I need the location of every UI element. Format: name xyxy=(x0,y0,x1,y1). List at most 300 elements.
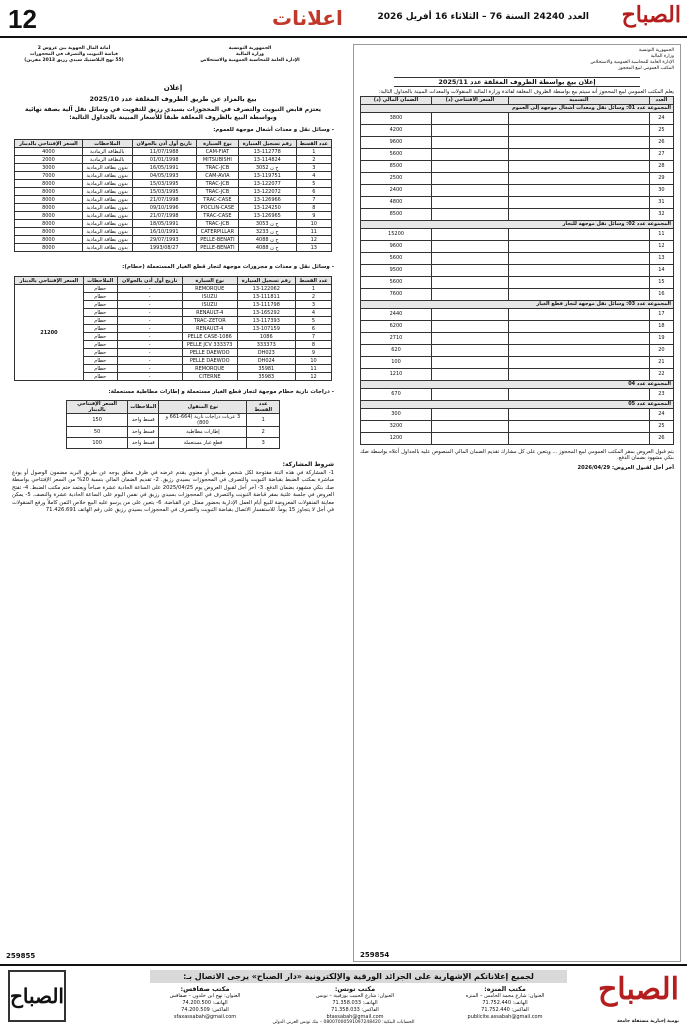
cell: حطام xyxy=(83,309,117,317)
cell: CAM-FIAT xyxy=(196,148,238,156)
col-header: السعر الافتتاحي (د) xyxy=(431,96,508,104)
page-number: 12 xyxy=(8,4,37,34)
cell: بالبطاقة الرمادية xyxy=(82,156,132,164)
col-header: الملاحظات xyxy=(83,277,117,285)
cell: 10 xyxy=(296,220,331,228)
cell: 3 xyxy=(247,438,280,449)
office-block xyxy=(440,986,570,1021)
cell: 2000 xyxy=(15,156,83,164)
table-row xyxy=(361,288,674,300)
lot-description xyxy=(508,160,649,172)
group-row xyxy=(361,300,674,308)
cell: 21/07/1998 xyxy=(132,196,196,204)
opening-price xyxy=(431,288,508,300)
cell: بالبطاقة الرمادية xyxy=(82,148,132,156)
cell: DH023 xyxy=(237,349,295,357)
cell: بدون بطاقة الرمادية xyxy=(82,212,132,220)
opening-price xyxy=(431,368,508,380)
cell: 5 xyxy=(296,317,332,325)
guarantee: 620 xyxy=(361,344,432,356)
cell: 11/07/1988 xyxy=(132,148,196,156)
cell: 3 عربات دراجات نارية (664-661 و 800) xyxy=(159,414,247,427)
cell: TRAC-CASE xyxy=(196,212,238,220)
cell: حطام xyxy=(83,285,117,293)
cell: حطام xyxy=(83,293,117,301)
cell: 29/07/1993 xyxy=(132,236,196,244)
col-header: الضمان المالي (د) xyxy=(361,96,432,104)
col-header: التسمية xyxy=(508,96,649,104)
table-row xyxy=(361,276,674,288)
table-row xyxy=(361,160,674,172)
cell: 8000 xyxy=(15,196,83,204)
cell: CITERNE xyxy=(182,373,237,381)
group-row xyxy=(361,104,674,112)
admin: الإدارة العامة للمحاسبة العمومية والاستخلاص xyxy=(200,58,300,63)
footer-banner: لجميع إعلاناتكم الإشهارية على الجرائد الورقية والإلكترونية «دار الصباح» يرجى الاتصال بـ: xyxy=(150,970,567,983)
right-intro: يعلم المكتب العمومي لبيع المحجوز أنه سيتم بيع بواسطة الظروف المغلقة لفائدة وزارة المالية المنقولات والمعدات المبينة بالجداول التالية: xyxy=(378,89,674,95)
col-header: عدد القسط xyxy=(296,277,332,285)
cell: ISUZU xyxy=(182,301,237,309)
cell: ISUZU xyxy=(182,293,237,301)
table-motorcycles xyxy=(66,400,280,449)
cell: 50 xyxy=(67,427,128,438)
group-label: المجموعة عدد 03: وسائل نقل موجهة لتجار قطع الغيار xyxy=(361,300,674,308)
opening-price xyxy=(431,184,508,196)
guarantee: 300 xyxy=(361,408,432,420)
office-line: الفاكس: 74.200.509 xyxy=(181,1007,229,1013)
cell: REMORQUE xyxy=(182,365,237,373)
footer xyxy=(0,964,687,1028)
guarantee: 4800 xyxy=(361,196,432,208)
cell: 100 xyxy=(67,438,128,449)
cell: POCLIN-CASE xyxy=(196,204,238,212)
guarantee: 9500 xyxy=(361,264,432,276)
table-row xyxy=(15,220,332,228)
cell: إطارات مطاطية xyxy=(159,427,247,438)
cell: بدون بطاقة الرمادية xyxy=(82,164,132,172)
table-row xyxy=(361,388,674,400)
cell: 12 xyxy=(296,373,332,381)
table-public-vehicles xyxy=(14,139,332,252)
opening-price xyxy=(431,356,508,368)
lot-number: 13 xyxy=(649,252,673,264)
cell: 4 xyxy=(296,172,331,180)
opening-price xyxy=(431,320,508,332)
guarantee: 7600 xyxy=(361,288,432,300)
lot-number: 18 xyxy=(649,320,673,332)
opening-price xyxy=(431,172,508,184)
right-code: 259854 xyxy=(360,951,390,959)
cell: بدون بطاقة الرمادية xyxy=(82,204,132,212)
cell: - xyxy=(117,317,182,325)
cell: قسط واحد xyxy=(128,427,159,438)
cell: 09/10/1996 xyxy=(132,204,196,212)
cell: حطام xyxy=(83,325,117,333)
group-label: المجموعة عدد 01: وسائل نقل ومعدات أشغال موجهة إلى العموم xyxy=(361,104,674,112)
cell: 13-112778 xyxy=(238,148,296,156)
cell: 9 xyxy=(296,212,331,220)
lot-number: 22 xyxy=(649,368,673,380)
cell: 8000 xyxy=(15,244,83,252)
cell: 16/10/1991 xyxy=(132,228,196,236)
cell: 5 xyxy=(296,180,331,188)
table-row xyxy=(15,285,332,293)
cell: 2 xyxy=(247,427,280,438)
col-header: الملاحظات xyxy=(82,140,132,148)
office-line: الفاكس: 71.752.440 xyxy=(481,1007,529,1013)
table-row xyxy=(361,356,674,368)
guarantee: 8500 xyxy=(361,208,432,220)
cell: RENAULT-4 xyxy=(182,325,237,333)
lot-description xyxy=(508,264,649,276)
cell: 3 xyxy=(296,301,332,309)
office-line: الهاتف: 71.358.033 xyxy=(332,1000,378,1006)
cell: 13-126965 xyxy=(238,212,296,220)
cell: 35981 xyxy=(237,365,295,373)
col-header: نوع السيارة xyxy=(196,140,238,148)
office-line: الفاكس: 71.358.033 xyxy=(331,1007,379,1013)
cell: 3000 xyxy=(15,164,83,172)
cell: حطام xyxy=(83,373,117,381)
cell: 150 xyxy=(67,414,128,427)
col-header: السعر الإفتتاحي بالدينار xyxy=(15,140,83,148)
cell: 13-122072 xyxy=(238,188,296,196)
table-scrap-vehicles xyxy=(14,276,332,381)
office-block xyxy=(140,986,270,1021)
cell: 1 xyxy=(247,414,280,427)
lot-number: 29 xyxy=(649,172,673,184)
table-row xyxy=(361,420,674,432)
right-authority: الجمهورية التونسية وزارة المالية الإدارة العامة للمحاسبة العمومية والاستخلاص المكتب العمومي لبيع المحجوز xyxy=(590,48,674,71)
cell: DH024 xyxy=(237,357,295,365)
table-row xyxy=(15,188,332,196)
cell: 13-124250 xyxy=(238,204,296,212)
cell: بدون بطاقة الرمادية xyxy=(82,188,132,196)
cell: TRAC-JCB xyxy=(196,188,238,196)
table-row xyxy=(361,368,674,380)
cell: 1086 xyxy=(237,333,295,341)
col-header: السعر الإفتتاحي بالدينار xyxy=(15,277,84,285)
lot-price: 21200 xyxy=(15,285,84,381)
office-name: مكتب صفاقس: xyxy=(180,985,230,993)
opening-price xyxy=(431,148,508,160)
office-line: العنوان: شارع محمد الخامس – المنزه xyxy=(465,993,545,999)
table-row xyxy=(361,196,674,208)
lot-description xyxy=(508,196,649,208)
guarantee: 15200 xyxy=(361,228,432,240)
office-block xyxy=(290,986,420,1021)
lot-description xyxy=(508,308,649,320)
col-header: نوع السيارة xyxy=(182,277,237,285)
cell: 13-111811 xyxy=(237,293,295,301)
opening-price xyxy=(431,408,508,420)
right-tables xyxy=(354,96,680,445)
cell: قسط واحد xyxy=(128,438,159,449)
lot-description xyxy=(508,344,649,356)
cell: 04/05/1993 xyxy=(132,172,196,180)
cell: 13-119751 xyxy=(238,172,296,180)
lot-number: 31 xyxy=(649,196,673,208)
guarantee: 2400 xyxy=(361,184,432,196)
cell: حطام xyxy=(83,357,117,365)
col-header: نوع المنقول xyxy=(159,401,247,414)
cell: MITSUBISHI xyxy=(196,156,238,164)
cell: CAM-AVIA xyxy=(196,172,238,180)
office-line: الهاتف: 71.752.440 xyxy=(482,1000,528,1006)
lot-number: 16 xyxy=(649,288,673,300)
opening-price xyxy=(431,344,508,356)
opening-price xyxy=(431,240,508,252)
col-header: رقم تسجيل السيارة xyxy=(238,140,296,148)
cell: TRAC-JCB xyxy=(196,220,238,228)
lot-description xyxy=(508,432,649,444)
guarantee: 2500 xyxy=(361,172,432,184)
lot-number: 23 xyxy=(649,388,673,400)
office-line: الهاتف: 74.200.500 xyxy=(182,1000,228,1006)
footer-logo: الصباح xyxy=(597,972,679,1007)
cell: قسط واحد xyxy=(128,414,159,427)
cell: 4088 ح ن xyxy=(238,244,296,252)
cell: 8000 xyxy=(15,204,83,212)
lot-description xyxy=(508,288,649,300)
cell: TRAC-JCB xyxy=(196,164,238,172)
cell: 13-122062 xyxy=(237,285,295,293)
guarantee: 3800 xyxy=(361,112,432,124)
lot-number: 21 xyxy=(649,356,673,368)
lot-description xyxy=(508,240,649,252)
lot-description xyxy=(508,388,649,400)
lot-number: 20 xyxy=(649,344,673,356)
table-row xyxy=(15,172,332,180)
col-header: العدد xyxy=(649,96,673,104)
lot-number: 14 xyxy=(649,264,673,276)
table-row xyxy=(361,408,674,420)
section-title: اعلانات xyxy=(272,6,343,30)
table-row xyxy=(361,344,674,356)
lot-description xyxy=(508,320,649,332)
cell: CATERPILLAR xyxy=(196,228,238,236)
table-row xyxy=(361,264,674,276)
cell: 15/03/1995 xyxy=(132,180,196,188)
col-header: تاريخ أول أذن بالجولان xyxy=(117,277,182,285)
cell: 13-126966 xyxy=(238,196,296,204)
lot-description xyxy=(508,208,649,220)
table-row xyxy=(15,180,332,188)
cell: بدون بطاقة الرمادية xyxy=(82,244,132,252)
cell: 8000 xyxy=(15,220,83,228)
cell: حطام xyxy=(83,365,117,373)
lot-number: 27 xyxy=(649,148,673,160)
cell: PELLE DAEWOO xyxy=(182,349,237,357)
cell: PELLE JCV 333373 xyxy=(182,341,237,349)
footer-logo-small: الصباح xyxy=(8,970,66,1022)
cell: 10 xyxy=(296,357,332,365)
lot-number: 15 xyxy=(649,276,673,288)
table-row xyxy=(15,228,332,236)
lot-number: 11 xyxy=(649,228,673,240)
table-row xyxy=(15,212,332,220)
guarantee: 1200 xyxy=(361,432,432,444)
right-deadline: آخر أجل لقبول العروض: 2026/04/29 xyxy=(577,464,674,471)
footer-bottom-line: الحسابات البنكية: 08007000591097248420 – بنك تونس العربي الدولي xyxy=(272,1020,415,1025)
group-label: المجموعة عدد 04 xyxy=(361,380,674,388)
guarantee: 5600 xyxy=(361,148,432,160)
lot-number: 30 xyxy=(649,184,673,196)
footer-tagline: يومية إخبارية مستقلة جامعة xyxy=(617,1019,679,1024)
col-header: عدد القسط xyxy=(247,401,280,414)
lot-description xyxy=(508,112,649,124)
cell: 11 xyxy=(296,365,332,373)
cell: TRAC-CASE xyxy=(196,196,238,204)
opening-price xyxy=(431,432,508,444)
cell: 01/01/1998 xyxy=(132,156,196,164)
cell: حطام xyxy=(83,341,117,349)
cell: بدون بطاقة الرمادية xyxy=(82,180,132,188)
lot-description xyxy=(508,136,649,148)
opening-price xyxy=(431,160,508,172)
cell: بدون بطاقة الرمادية xyxy=(82,220,132,228)
office-line: قباضة التبويت والتصرف في المحجوزات xyxy=(29,52,119,57)
right-table xyxy=(360,96,674,445)
cell: قطع غيار مستعملة xyxy=(159,438,247,449)
cell: 8000 xyxy=(15,236,83,244)
left-notice xyxy=(6,44,340,962)
cell: PELLE-BENATI xyxy=(196,244,238,252)
col-header: عدد القسط xyxy=(296,140,331,148)
cell: 6 xyxy=(296,325,332,333)
table-row xyxy=(15,196,332,204)
table-row xyxy=(361,172,674,184)
office-name: مكتب المنزه: xyxy=(484,985,526,993)
cell: - xyxy=(117,333,182,341)
cell: بدون بطاقة الرمادية xyxy=(82,196,132,204)
lot-number: 25 xyxy=(649,124,673,136)
cell: 6 xyxy=(296,188,331,196)
right-title: إعلان بيع بواسطة الظروف المغلقة عدد 2025/11 xyxy=(394,77,640,87)
newspaper-logo: الصباح xyxy=(621,2,681,28)
cell: 8000 xyxy=(15,180,83,188)
table-row xyxy=(15,244,332,252)
cell: 7 xyxy=(296,196,331,204)
cell: 13-114824 xyxy=(238,156,296,164)
cell: - xyxy=(117,341,182,349)
lot-description xyxy=(508,148,649,160)
table-row xyxy=(361,148,674,160)
table-row xyxy=(15,164,332,172)
cell: 13-122077 xyxy=(238,180,296,188)
guarantee: 5600 xyxy=(361,276,432,288)
table-row xyxy=(67,438,280,449)
lot-number: 24 xyxy=(649,112,673,124)
cell: بدون بطاقة الرمادية xyxy=(82,172,132,180)
republic: الجمهورية التونسية xyxy=(228,46,272,51)
guarantee: 2710 xyxy=(361,332,432,344)
cell: 2 xyxy=(296,156,331,164)
office-line: أمانة المال الجهوية بين عروس 2 xyxy=(37,46,111,51)
cell: 16/05/1991 xyxy=(132,164,196,172)
cell: - xyxy=(117,357,182,365)
guarantee: 9600 xyxy=(361,240,432,252)
lot-description xyxy=(508,368,649,380)
lot-description xyxy=(508,252,649,264)
table-row xyxy=(361,432,674,444)
table-row xyxy=(361,308,674,320)
cell: PELLE CASE-1086 xyxy=(182,333,237,341)
cell: 3233 ح ن xyxy=(238,228,296,236)
cell: 1 xyxy=(296,285,332,293)
table-row xyxy=(15,156,332,164)
cell: 4088 ح ن xyxy=(238,236,296,244)
cell: - xyxy=(117,309,182,317)
cell: 12 xyxy=(296,236,331,244)
table-row xyxy=(67,427,280,438)
opening-price xyxy=(431,308,508,320)
table-row xyxy=(361,208,674,220)
lot-description xyxy=(508,228,649,240)
lot-number: 25 xyxy=(649,420,673,432)
lot-number: 26 xyxy=(649,136,673,148)
guarantee: 9600 xyxy=(361,136,432,148)
issue-line: العدد 24240 السنة 76 – الثلاثاء 16 أفريل 2026 xyxy=(377,12,589,22)
cell: بدون بطاقة الرمادية xyxy=(82,228,132,236)
section-1-label: - وسائل نقل و معدات أشغال موجهة للعموم: xyxy=(213,127,334,133)
guarantee: 1210 xyxy=(361,368,432,380)
cell: 8000 xyxy=(15,212,83,220)
office-line: العنوان: نهج ابن خلدون – صفاقس xyxy=(169,993,241,999)
lot-number: 17 xyxy=(649,308,673,320)
cell: بدون بطاقة الرمادية xyxy=(82,236,132,244)
cell: - xyxy=(117,285,182,293)
cell: - xyxy=(117,293,182,301)
opening-price xyxy=(431,252,508,264)
cell: 9 xyxy=(296,349,332,357)
lot-description xyxy=(508,356,649,368)
lot-description xyxy=(508,332,649,344)
cell: 8 xyxy=(296,204,331,212)
office-line: العنوان: شارع الحبيب بورقيبة – تونس xyxy=(315,993,394,999)
lot-number: 12 xyxy=(649,240,673,252)
cell: 7000 xyxy=(15,172,83,180)
opening-price xyxy=(431,332,508,344)
cell: 8000 xyxy=(15,228,83,236)
page-header xyxy=(0,0,687,38)
cell: REMORQUE xyxy=(182,285,237,293)
opening-price xyxy=(431,112,508,124)
opening-price xyxy=(431,276,508,288)
col-header: السعر الإفتتاحي بالدينار xyxy=(67,401,128,414)
group-row xyxy=(361,380,674,388)
table-row xyxy=(15,204,332,212)
cell: PELLE DAEWOO xyxy=(182,357,237,365)
guarantee: 8500 xyxy=(361,160,432,172)
cell: RENAULT-4 xyxy=(182,309,237,317)
table-row xyxy=(67,414,280,427)
cell: - xyxy=(117,365,182,373)
cell: حطام xyxy=(83,317,117,325)
cell: 13-165292 xyxy=(237,309,295,317)
cell: 15/03/1995 xyxy=(132,188,196,196)
cell: 35983 xyxy=(237,373,295,381)
opening-price xyxy=(431,196,508,208)
left-code: 259855 xyxy=(6,952,36,960)
guarantee: 670 xyxy=(361,388,432,400)
group-row xyxy=(361,220,674,228)
cell: - xyxy=(117,301,182,309)
table-row xyxy=(361,112,674,124)
guarantee: 3200 xyxy=(361,420,432,432)
section-2-label: - وسائل نقل و معدات و مجرورات موجهة لتجار قطع الغيار المستعملة (حطام): xyxy=(122,264,334,270)
conditions-title: شروط المشاركة: xyxy=(282,461,334,468)
